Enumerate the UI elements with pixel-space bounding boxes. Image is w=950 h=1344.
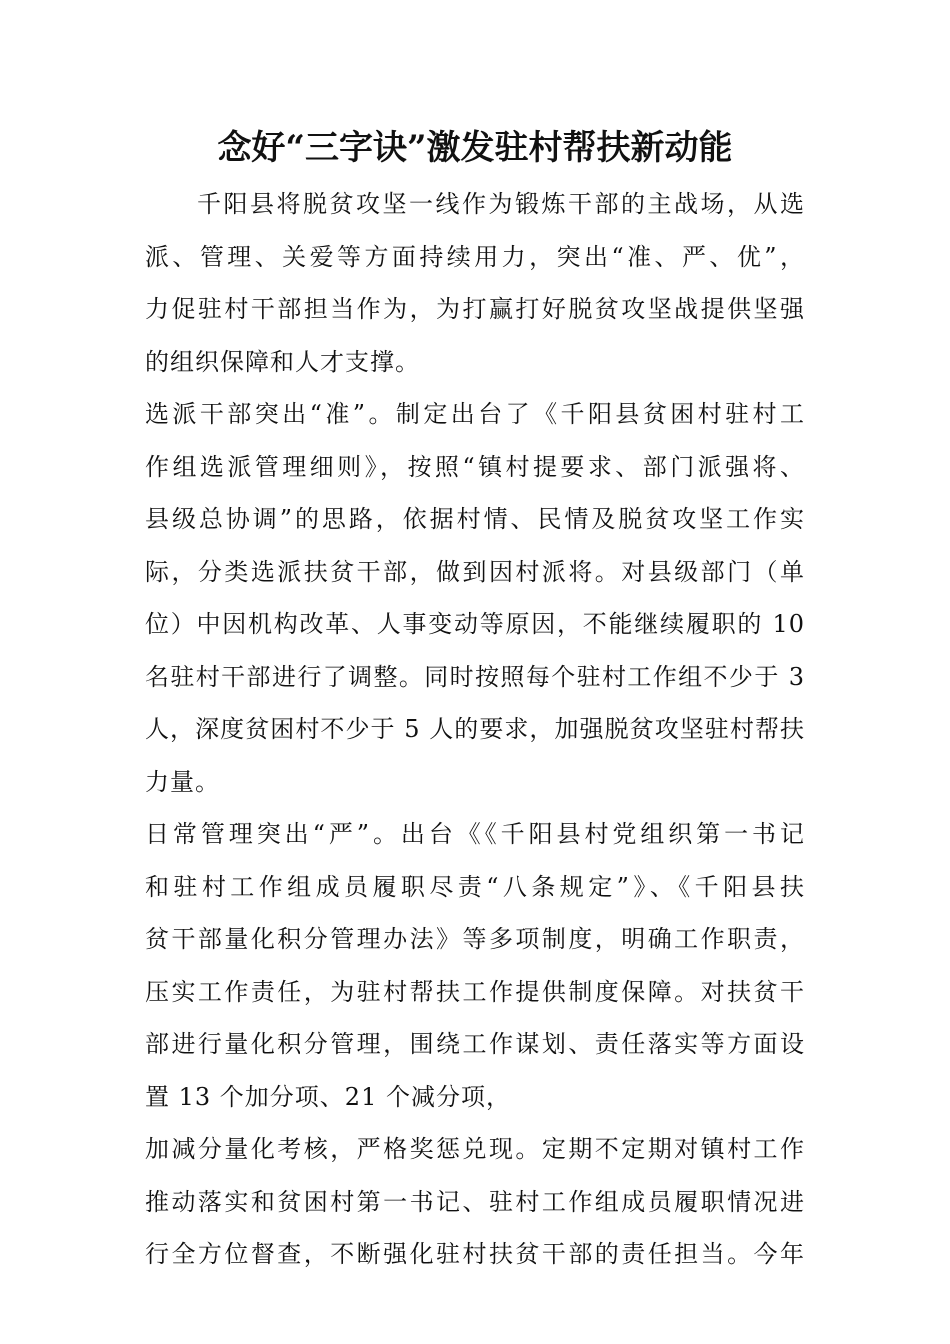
body-line: 县级总协调”的思路，依据村情、民情及脱贫攻坚工作实 [145, 505, 805, 533]
body-line: 的组织保障和人才支撑。 [145, 347, 420, 376]
body-line: 和驻村工作组成员履职尽责“八条规定”》、《千阳县扶 [145, 872, 805, 901]
body-line: 千阳县将脱贫攻坚一线作为锻炼干部的主战场，从选 [197, 190, 805, 218]
body-line: 推动落实和贫困村第一书记、驻村工作组成员履职情况进 [145, 1187, 805, 1216]
body-line: 派、管理、关爱等方面持续用力，突出“准、严、优”， [145, 242, 805, 271]
body-line: 贫干部量化积分管理办法》等多项制度，明确工作职责， [145, 925, 805, 953]
body-line: 选派干部突出“准”。制定出台了《千阳县贫困村驻村工 [145, 400, 805, 428]
document-body [145, 178, 805, 1281]
body-line: 日常管理突出“严”。出台《《千阳县村党组织第一书记 [145, 820, 805, 848]
body-line: 位）中因机构改革、人事变动等原因，不能继续履职的 10 [145, 610, 805, 638]
body-line: 人，深度贫困村不少于 5 人的要求，加强脱贫攻坚驻村帮扶 [145, 715, 805, 743]
body-line: 置 13 个加分项、21 个减分项， [145, 1082, 511, 1111]
body-line: 力促驻村干部担当作为，为打赢打好脱贫攻坚战提供坚强 [145, 295, 805, 323]
document-title: 念好“三字诀”激发驻村帮扶新动能 [217, 128, 733, 168]
body-line: 加减分量化考核，严格奖惩兑现。定期不定期对镇村工作 [145, 1135, 805, 1163]
body-line: 部进行量化积分管理，围绕工作谋划、责任落实等方面设 [145, 1030, 805, 1058]
body-line: 名驻村干部进行了调整。同时按照每个驻村工作组不少于 3 [145, 662, 805, 691]
body-line: 压实工作责任，为驻村帮扶工作提供制度保障。对扶贫干 [145, 977, 805, 1006]
body-line: 际，分类选派扶贫干部，做到因村派将。对县级部门（单 [145, 557, 805, 586]
body-line: 作组选派管理细则》，按照“镇村提要求、部门派强将、 [145, 452, 805, 481]
body-line: 力量。 [145, 767, 220, 796]
body-line: 行全方位督查，不断强化驻村扶贫干部的责任担当。今年 [145, 1240, 805, 1268]
